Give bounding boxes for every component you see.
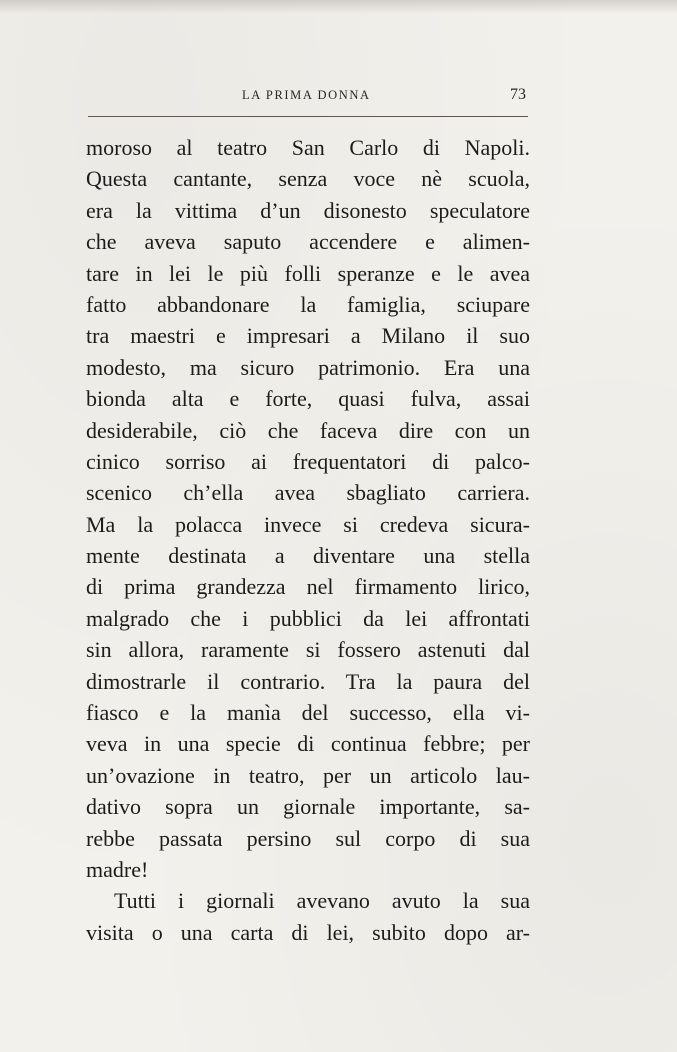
text-line: mente destinata a diventare una stella <box>86 543 530 569</box>
text-line: sin allora, raramente si fossero astenuti dal <box>86 637 530 663</box>
text-line: tra maestri e impresari a Milano il suo <box>86 323 530 349</box>
text-line-paragraph-start: Tutti i giornali avevano avuto la sua <box>114 888 530 914</box>
text-line: bionda alta e forte, quasi fulva, assai <box>86 386 530 412</box>
text-line: dativo sopra un giornale importante, sa- <box>86 794 530 820</box>
text-line: era la vittima d’un disonesto speculatore <box>86 197 530 223</box>
header-rule <box>88 116 528 117</box>
text-line: dimostrarle il contrario. Tra la paura del <box>86 668 530 694</box>
text-line: modesto, ma sicuro patrimonio. Era una <box>86 354 530 380</box>
text-line: moroso al teatro San Carlo di Napoli. <box>86 135 530 160</box>
text-line: scenico ch’ella avea sbagliato carriera. <box>86 480 530 506</box>
body-text <box>86 132 530 948</box>
text-line: Questa cantante, senza voce nè scuola, <box>86 166 530 192</box>
text-line: che aveva saputo accendere e alimen- <box>86 229 530 255</box>
text-line-paragraph-end: madre! <box>86 856 149 882</box>
text-line: un’ovazione in teatro, per un articolo lau- <box>86 762 530 788</box>
text-line: Ma la polacca invece si credeva sicura- <box>86 511 530 537</box>
running-title: LA PRIMA DONNA <box>242 88 371 102</box>
text-line: cinico sorriso ai frequentatori di palco- <box>86 448 530 474</box>
page-header <box>88 86 528 108</box>
text-line: malgrado che i pubblici da lei affrontati <box>86 605 530 631</box>
text-line: rebbe passata persino sul corpo di sua <box>86 825 530 851</box>
text-line: di prima grandezza nel firmamento lirico, <box>86 574 530 600</box>
page-number: 73 <box>510 86 526 103</box>
text-line: visita o una carta di lei, subito dopo ar- <box>86 919 530 945</box>
text-line: tare in lei le più folli speranze e le avea <box>86 260 530 286</box>
text-line: veva in una specie di continua febbre; per <box>86 731 530 757</box>
text-line: fiasco e la manìa del successo, ella vi- <box>86 700 530 726</box>
page-top-edge-shadow <box>0 0 677 14</box>
text-line: desiderabile, ciò che faceva dire con un <box>86 417 530 443</box>
text-line: fatto abbandonare la famiglia, sciupare <box>86 291 530 317</box>
